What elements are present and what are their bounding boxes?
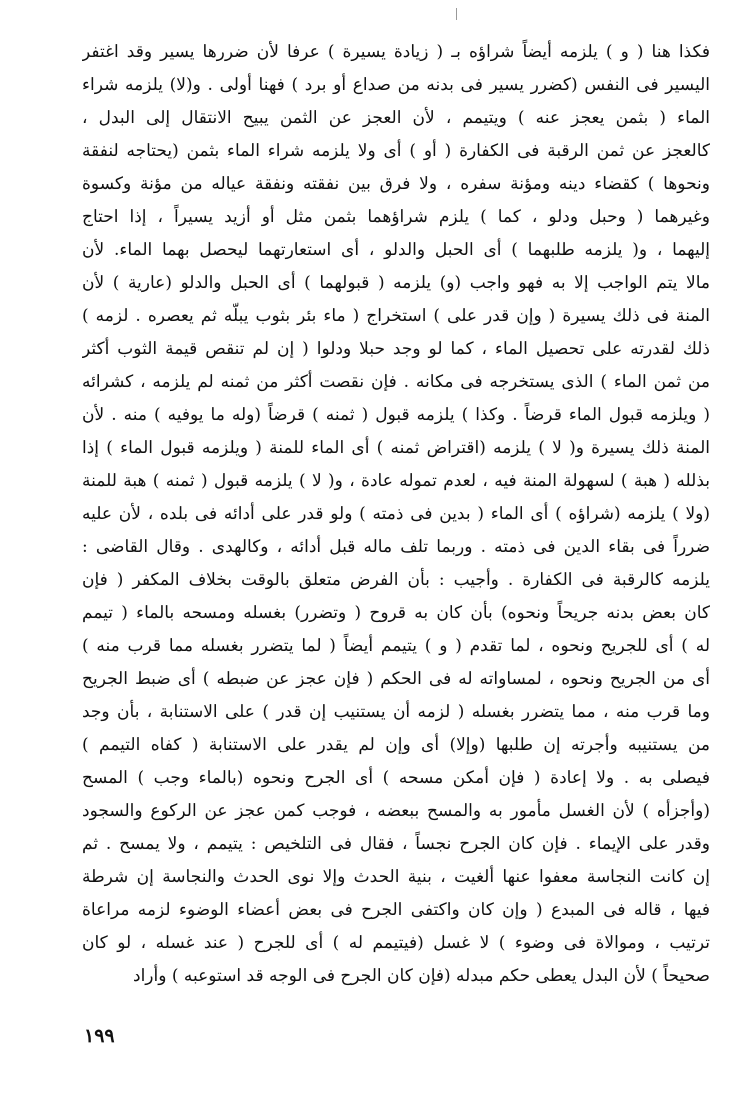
text-line: ( ويلزمه قبول الماء قرضاً . وكذا ) يلزمه قبول ( ثمنه ) قرضاً (وله ما يوفيه ) منه . لأن (82, 405, 710, 425)
body-text (82, 36, 710, 993)
text-line: ترتيب ، وموالاة فى وضوء ) لا غسل (فيتيمم له ) أى للجرح ( عند غسله ، لو كان (82, 933, 710, 953)
text-line: من يستنيبه وأجرته إن طلبها (وإلا) أى وإن لم يقدر على الاستنابة ( كفاه التيمم ) (82, 735, 710, 755)
text-line: الماء ( بثمن يعجز عنه ) ويتيمم ، لأن العجز عن الثمن يبيح الانتقال إلى البدل ، (82, 108, 710, 128)
text-line: إليهما ، و( يلزمه طلبهما ) أى الحبل والدلو ، أى استعارتهما ليحصل بهما الماء. لأن (82, 240, 710, 260)
text-line: ونحوها ) كقضاء دينه ومؤنة سفره ، ولا فرق بين نفقته ونفقة عياله من مؤنة وكسوة (82, 174, 710, 194)
text-line: فيها ، قاله فى المبدع ( وإن كان واكتفى الجرح فى بعض أعضاء الوضوء لزمه مراعاة (82, 900, 710, 920)
text-line: المنة ذلك يسيرة و( لا ) يلزمه (اقتراض ثمنه ) أى الماء للمنة ( ويلزمه قبول الماء ) إذا (82, 438, 710, 458)
text-line: (وأجزأه ) لأن الغسل مأمور به والمسح ببعضه ، فوجب كمن عجز عن الركوع والسجود (82, 801, 710, 821)
text-line: فكذا هنا ( و ) يلزمه أيضاً شراؤه بـ ( زيادة يسيرة ) عرفا لأن ضررها يسير وقد اغتفر (82, 42, 710, 62)
text-line: اليسير فى النفس (كضرر يسير فى بدنه من صداع أو برد ) فهنا أولى . و(لا) يلزمه شراء (82, 75, 710, 95)
text-line: وغيرهما ( وحبل ودلو ، كما ) يلزم شراؤهما بثمن مثل أو أزيد يسيراً ، إذا احتاج (82, 207, 710, 227)
text-line: وما قرب منه ، مما يتضرر بغسله ( لزمه أن يستنيب إن قدر ) على الاستنابة ، بأن وجد (82, 702, 710, 722)
text-line: فيصلى به . ولا إعادة ( فإن أمكن مسحه ) أى الجرح ونحوه (بالماء وجب ) المسح (82, 768, 710, 788)
text-line: من ثمن الماء ) الذى يستخرجه فى مكانه . فإن نقصت أكثر من ثمنه لم يلزمه ، كشرائه (82, 372, 710, 392)
text-line: صحيحاً ) لأن البدل يعطى حكم مبدله (فإن كان الجرح فى الوجه قد استوعبه ) وأراد (133, 966, 710, 986)
page-number: ١٩٩ (84, 1025, 115, 1047)
text-line: يلزمه كالرقبة فى الكفارة . وأجيب : بأن الفرض متعلق بالوقت بخلاف المكفر ( فإن (82, 570, 710, 590)
text-line: له ) أى للجريح ونحوه ، لما تقدم ( و ) يتيمم أيضاً ( لما يتضرر بغسله مما قرب منه ) (82, 636, 710, 656)
text-line: (ولا ) يلزمه (شراؤه ) أى الماء ( بدين فى ذمته ) ولو قدر على أدائه فى بلده ، لأن عليه (82, 504, 710, 524)
text-line: مالا يتم الواجب إلا به فهو واجب (و) يلزمه ( قبولهما ) أى الحبل والدلو (عارية ) لأن (82, 273, 710, 293)
text-line: أى من الجريح ونحوه ، لمساواته له فى الحكم ( فإن عجز عن ضبطه ) أى ضبط الجريح (82, 669, 710, 689)
text-line: وقدر على الإيماء . فإن كان الجرح نجساً ، فقال فى التلخيص : يتيمم ، ولا يمسح . ثم (82, 834, 710, 854)
text-line: ذلك لقدرته على تحصيل الماء ، كما لو وجد حبلا ودلوا ( إن لم تنقص قيمة الثوب أكثر (82, 339, 710, 359)
text-line: ضرراً فى بقاء الدين فى ذمته . وربما تلف ماله قبل أدائه ، وكالهدى . وقال القاضى : (82, 537, 710, 557)
text-line: المنة فى ذلك يسيرة ( وإن قدر على ) استخراج ( ماء بئر بثوب يبلّه ثم يعصره . لزمه ) (82, 306, 710, 326)
text-line: بذلله ( هبة ) لسهولة المنة فيه ، لعدم تموله عادة ، و( لا ) يلزمه قبول ( ثمنه ) هبة للمنة (82, 471, 710, 491)
text-line: كان بعض بدنه جريحاً ونحوه) بأن كان به قروح ( وتضرر) بغسله ومسحه بالماء ( تيمم (82, 603, 710, 623)
text-line: إن كانت النجاسة معفوا عنها ألغيت ، بنية الحدث وإلا نوى الحدث والنجاسة إن شرطة (82, 867, 710, 887)
text-line: كالعجز عن ثمن الرقبة فى الكفارة ( أو ) أى ولا يلزمه شراء الماء بثمن (يحتاجه لنفقة (82, 141, 710, 161)
scan-mark (456, 8, 457, 20)
